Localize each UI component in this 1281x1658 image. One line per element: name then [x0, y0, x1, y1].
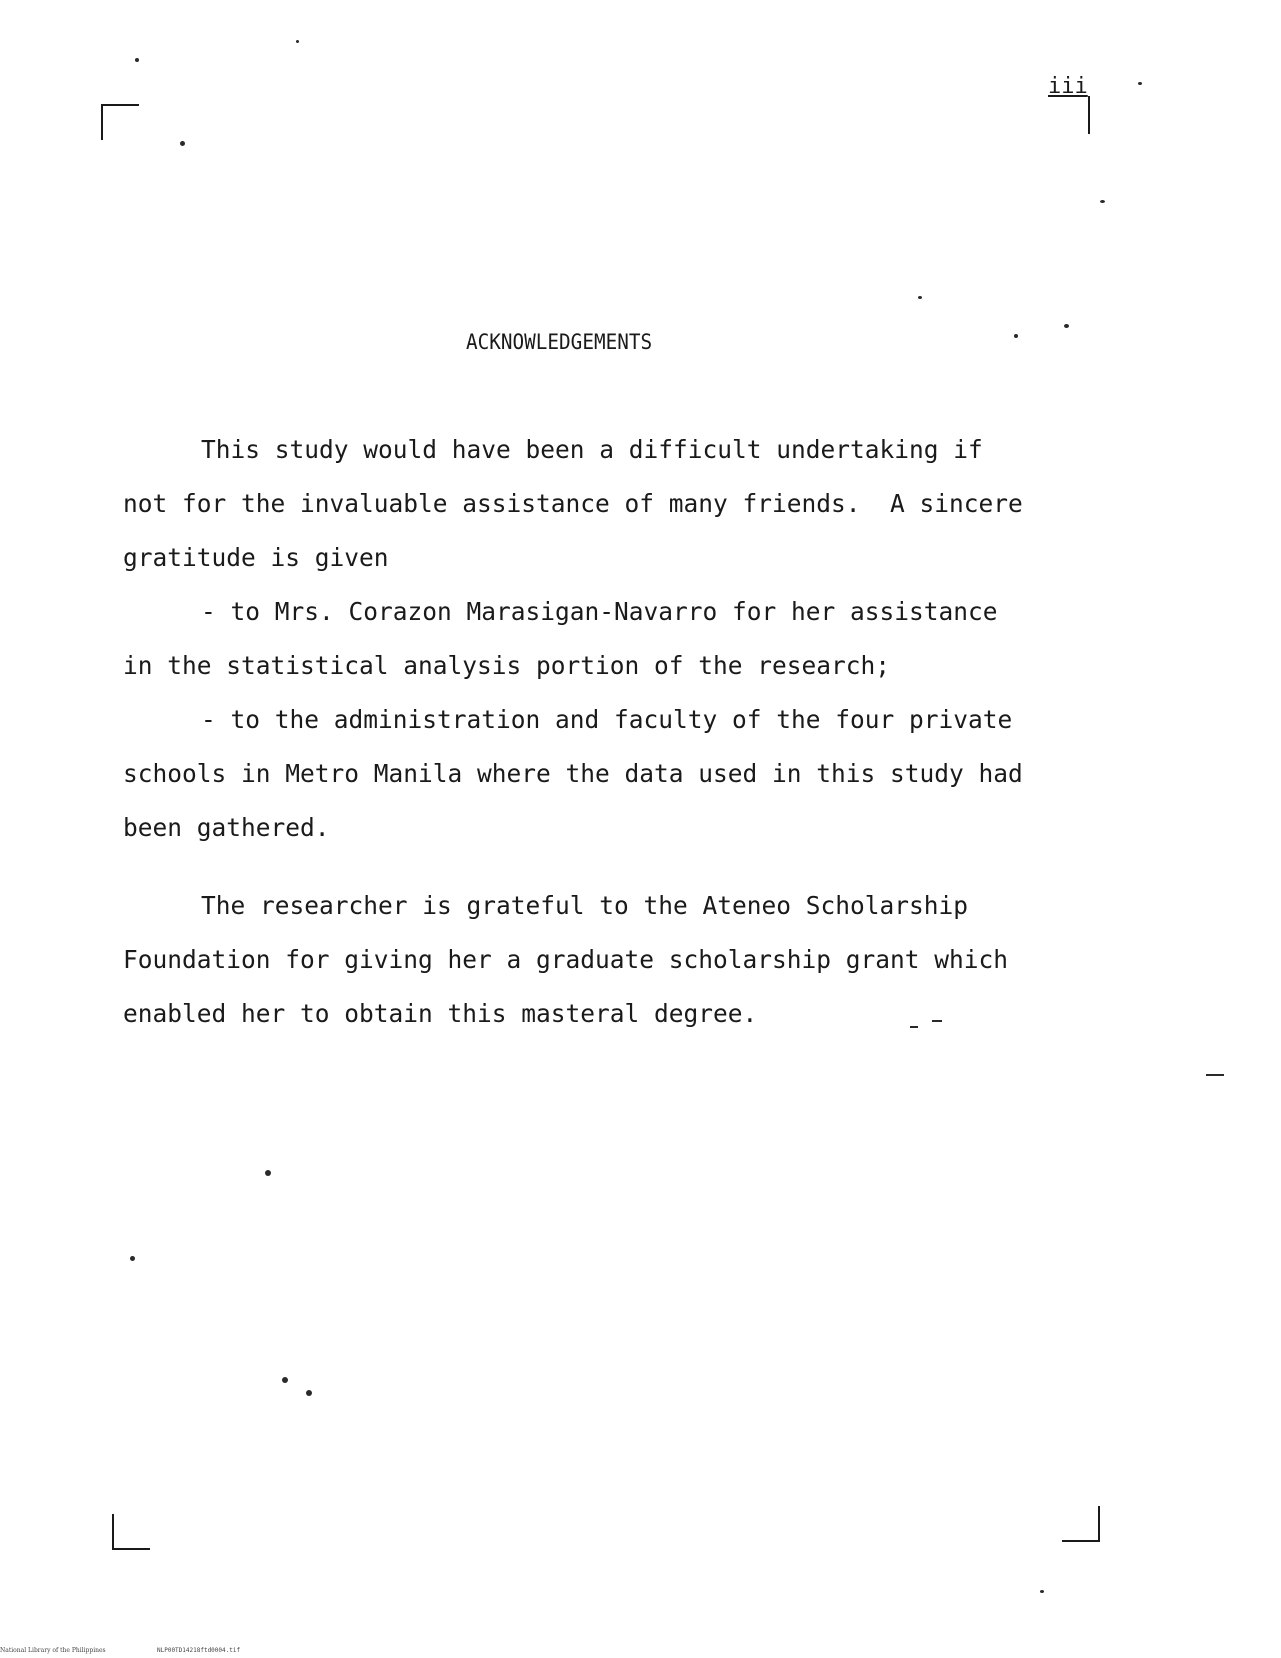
scan-mark	[932, 1020, 942, 1022]
paragraph-line: not for the invaluable assistance of many friends. A sincere	[123, 489, 1023, 518]
scan-mark	[910, 1026, 918, 1028]
list-item-line: schools in Metro Manila where the data used in this study had	[123, 759, 1023, 788]
scan-speck	[918, 296, 922, 299]
page-number: iii	[1048, 74, 1088, 99]
list-item-line: - to the administration and faculty of the four private	[201, 705, 1013, 734]
crop-mark-bottom-left	[112, 1514, 150, 1550]
list-item-line: - to Mrs. Corazon Marasigan-Navarro for her assistance	[201, 597, 998, 626]
paragraph-line: enabled her to obtain this masteral degree.	[123, 999, 758, 1028]
paragraph-line: This study would have been a difficult undertaking if	[201, 435, 983, 464]
paragraph-line: Foundation for giving her a graduate scholarship grant which	[123, 945, 1009, 974]
footer-source: National Library of the Philippines	[0, 1647, 106, 1654]
scan-speck	[282, 1377, 288, 1383]
scan-speck	[135, 58, 139, 62]
scan-speck	[1014, 334, 1018, 338]
scan-speck	[296, 40, 299, 43]
scan-speck	[1100, 200, 1105, 203]
crop-mark-bottom-right	[1062, 1506, 1100, 1542]
scan-speck	[1040, 1590, 1044, 1593]
scan-speck	[1064, 324, 1069, 328]
scan-mark	[1206, 1074, 1224, 1076]
crop-mark-top-right	[1088, 96, 1092, 134]
list-item-line: in the statistical analysis portion of the research;	[123, 651, 891, 680]
scan-speck	[265, 1170, 271, 1176]
paragraph-line: The researcher is grateful to the Ateneo Scholarship	[201, 891, 969, 920]
paragraph-line: gratitude is given	[123, 543, 389, 572]
footer-filename: NLP00TD14218ftd0004.tif	[157, 1647, 241, 1654]
scan-speck	[1138, 82, 1142, 85]
scan-speck	[180, 141, 185, 146]
crop-mark-top-left	[101, 104, 139, 140]
list-item-line: been gathered.	[123, 813, 330, 842]
scan-speck	[306, 1390, 312, 1396]
scan-speck	[130, 1256, 135, 1261]
page-title: ACKNOWLEDGEMENTS	[466, 330, 653, 354]
